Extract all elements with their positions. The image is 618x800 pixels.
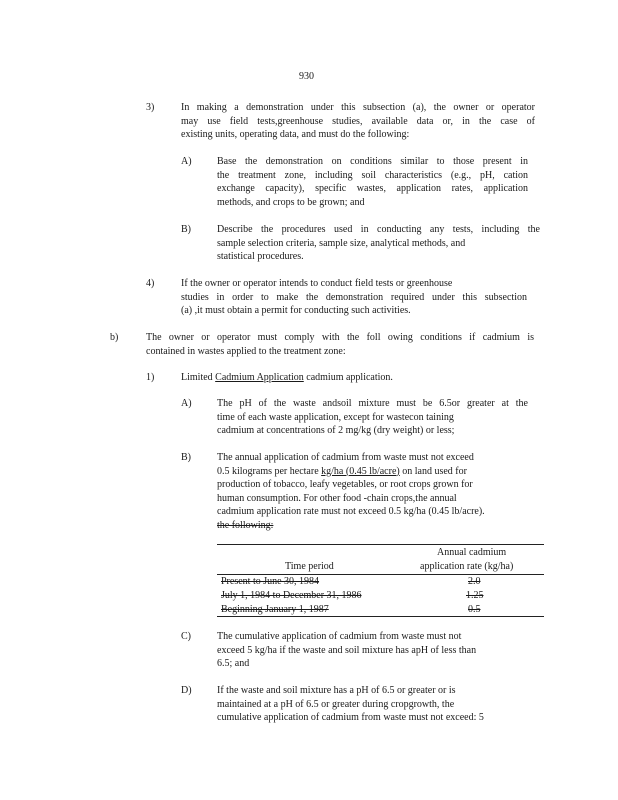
table-top-rule <box>217 544 544 545</box>
item-1c-text <box>217 630 528 671</box>
item-1d-text <box>217 684 513 725</box>
item-3a-text <box>217 155 528 209</box>
text-prefix: Limited <box>181 372 216 383</box>
table-row-period: July 1, 1984 to December 31, 1986 <box>221 590 362 601</box>
text-line: contained in wastes applied to the treatment zone: <box>146 345 346 357</box>
item-4-text <box>181 277 527 318</box>
text-line: 0.5 kilograms per hectare kg/ha (0.45 lb/acre) on land used for <box>217 465 467 477</box>
text-line: If the waste and soil mixture has a pH of 6.5 or greater or is <box>217 685 456 696</box>
table-bottom-rule <box>217 616 544 617</box>
table-row-period: Beginning January 1, 1987 <box>221 604 329 615</box>
item-1a-text <box>217 397 528 438</box>
page-number: 930 <box>299 71 314 82</box>
text-line: The annual application of cadmium from waste must not exceed <box>217 452 474 463</box>
struck-text: Cadmium Application <box>215 372 304 383</box>
table-col2-header-line1: Annual cadmium <box>437 547 507 558</box>
text-line: cadmium at concentrations of 2 mg/kg (dry weight) or less; <box>217 425 455 437</box>
text-line: In making a demonstration under this subsection (a), the owner or operator <box>181 102 535 113</box>
item-b-text <box>146 331 534 358</box>
item-3a-label: A) <box>181 156 192 167</box>
text-line: methods, and crops to be grown; and <box>217 196 365 208</box>
text-line: may use field tests,greenhouse studies, available data or, in the case of <box>181 115 535 127</box>
item-1c-label: C) <box>181 631 191 642</box>
text-line: production of tobacco, leafy vegetables, or root crops grown for <box>217 479 473 491</box>
item-1d-label: D) <box>181 685 192 696</box>
table-row-rate: 0.5 <box>468 604 481 615</box>
text-line: cadmium application rate must not exceed 0.5 kg/ha (0.45 lb/acre). <box>217 506 485 518</box>
underlined-rate: kg/ha (0.45 lb/acre) <box>321 465 400 477</box>
item-1a-label: A) <box>181 398 192 409</box>
text-line: The owner or operator must comply with the foll owing conditions if cadmium is <box>146 332 534 343</box>
text-line: Describe the procedures used in conducting any tests, including the <box>217 224 540 235</box>
item-1b-label: B) <box>181 452 191 463</box>
text-line: studies in order to make the demonstration required under this subsection <box>181 291 527 303</box>
item-3b-text <box>217 223 540 264</box>
table-col1-header: Time period <box>285 561 334 572</box>
item-b-label: b) <box>110 332 119 343</box>
text-line: The pH of the waste andsoil mixture must be 6.5or greater at the <box>217 398 528 409</box>
item-1b-text <box>217 451 527 533</box>
item-3-label: 3) <box>146 102 155 113</box>
text-line: existing units, operating data, and must do the following: <box>181 129 410 141</box>
item-3-text <box>181 101 535 142</box>
text-line: If the owner or operator intends to conduct field tests or greenhouse <box>181 278 453 289</box>
text-line: The cumulative application of cadmium from waste must not <box>217 631 462 642</box>
text-line: exceed 5 kg/ha if the waste and soil mixture has apH of less than <box>217 644 477 656</box>
text-line: Base the demonstration on conditions similar to those present in <box>217 156 528 167</box>
text-line: exchange capacity), specific wastes, application rates, application <box>217 183 528 195</box>
text-line: statistical procedures. <box>217 251 304 263</box>
item-3b-label: B) <box>181 224 191 235</box>
text-line: (a) ,it must obtain a permit for conducting such activities. <box>181 305 411 317</box>
item-4-label: 4) <box>146 278 155 289</box>
table-col2-header-line2: application rate (kg/ha) <box>420 561 514 572</box>
text-line: maintained at a pH of 6.5 or greater during cropgrowth, the <box>217 698 455 710</box>
text-line: time of each waste application, except for wastecon taining <box>217 411 454 423</box>
table-row-period: Present to June 30, 1984 <box>221 576 320 587</box>
text-line: human consumption. For other food -chain crops,the annual <box>217 492 457 504</box>
struck-line: the following: <box>217 519 274 531</box>
text-line: cumulative application of cadmium from waste must not exceed: 5 <box>217 712 484 724</box>
text-line: sample selection criteria, sample size, analytical methods, and <box>217 237 466 249</box>
table-row-rate: 1.25 <box>466 590 484 601</box>
text-suffix: cadmium application. <box>303 372 393 383</box>
item-1-text <box>181 371 393 385</box>
text-line: 6.5; and <box>217 658 250 670</box>
text-line: the treatment zone, including soil characteristics (e.g., pH, cation <box>217 169 528 181</box>
table-row-rate: 2.0 <box>468 576 481 587</box>
item-1-label: 1) <box>146 372 155 383</box>
